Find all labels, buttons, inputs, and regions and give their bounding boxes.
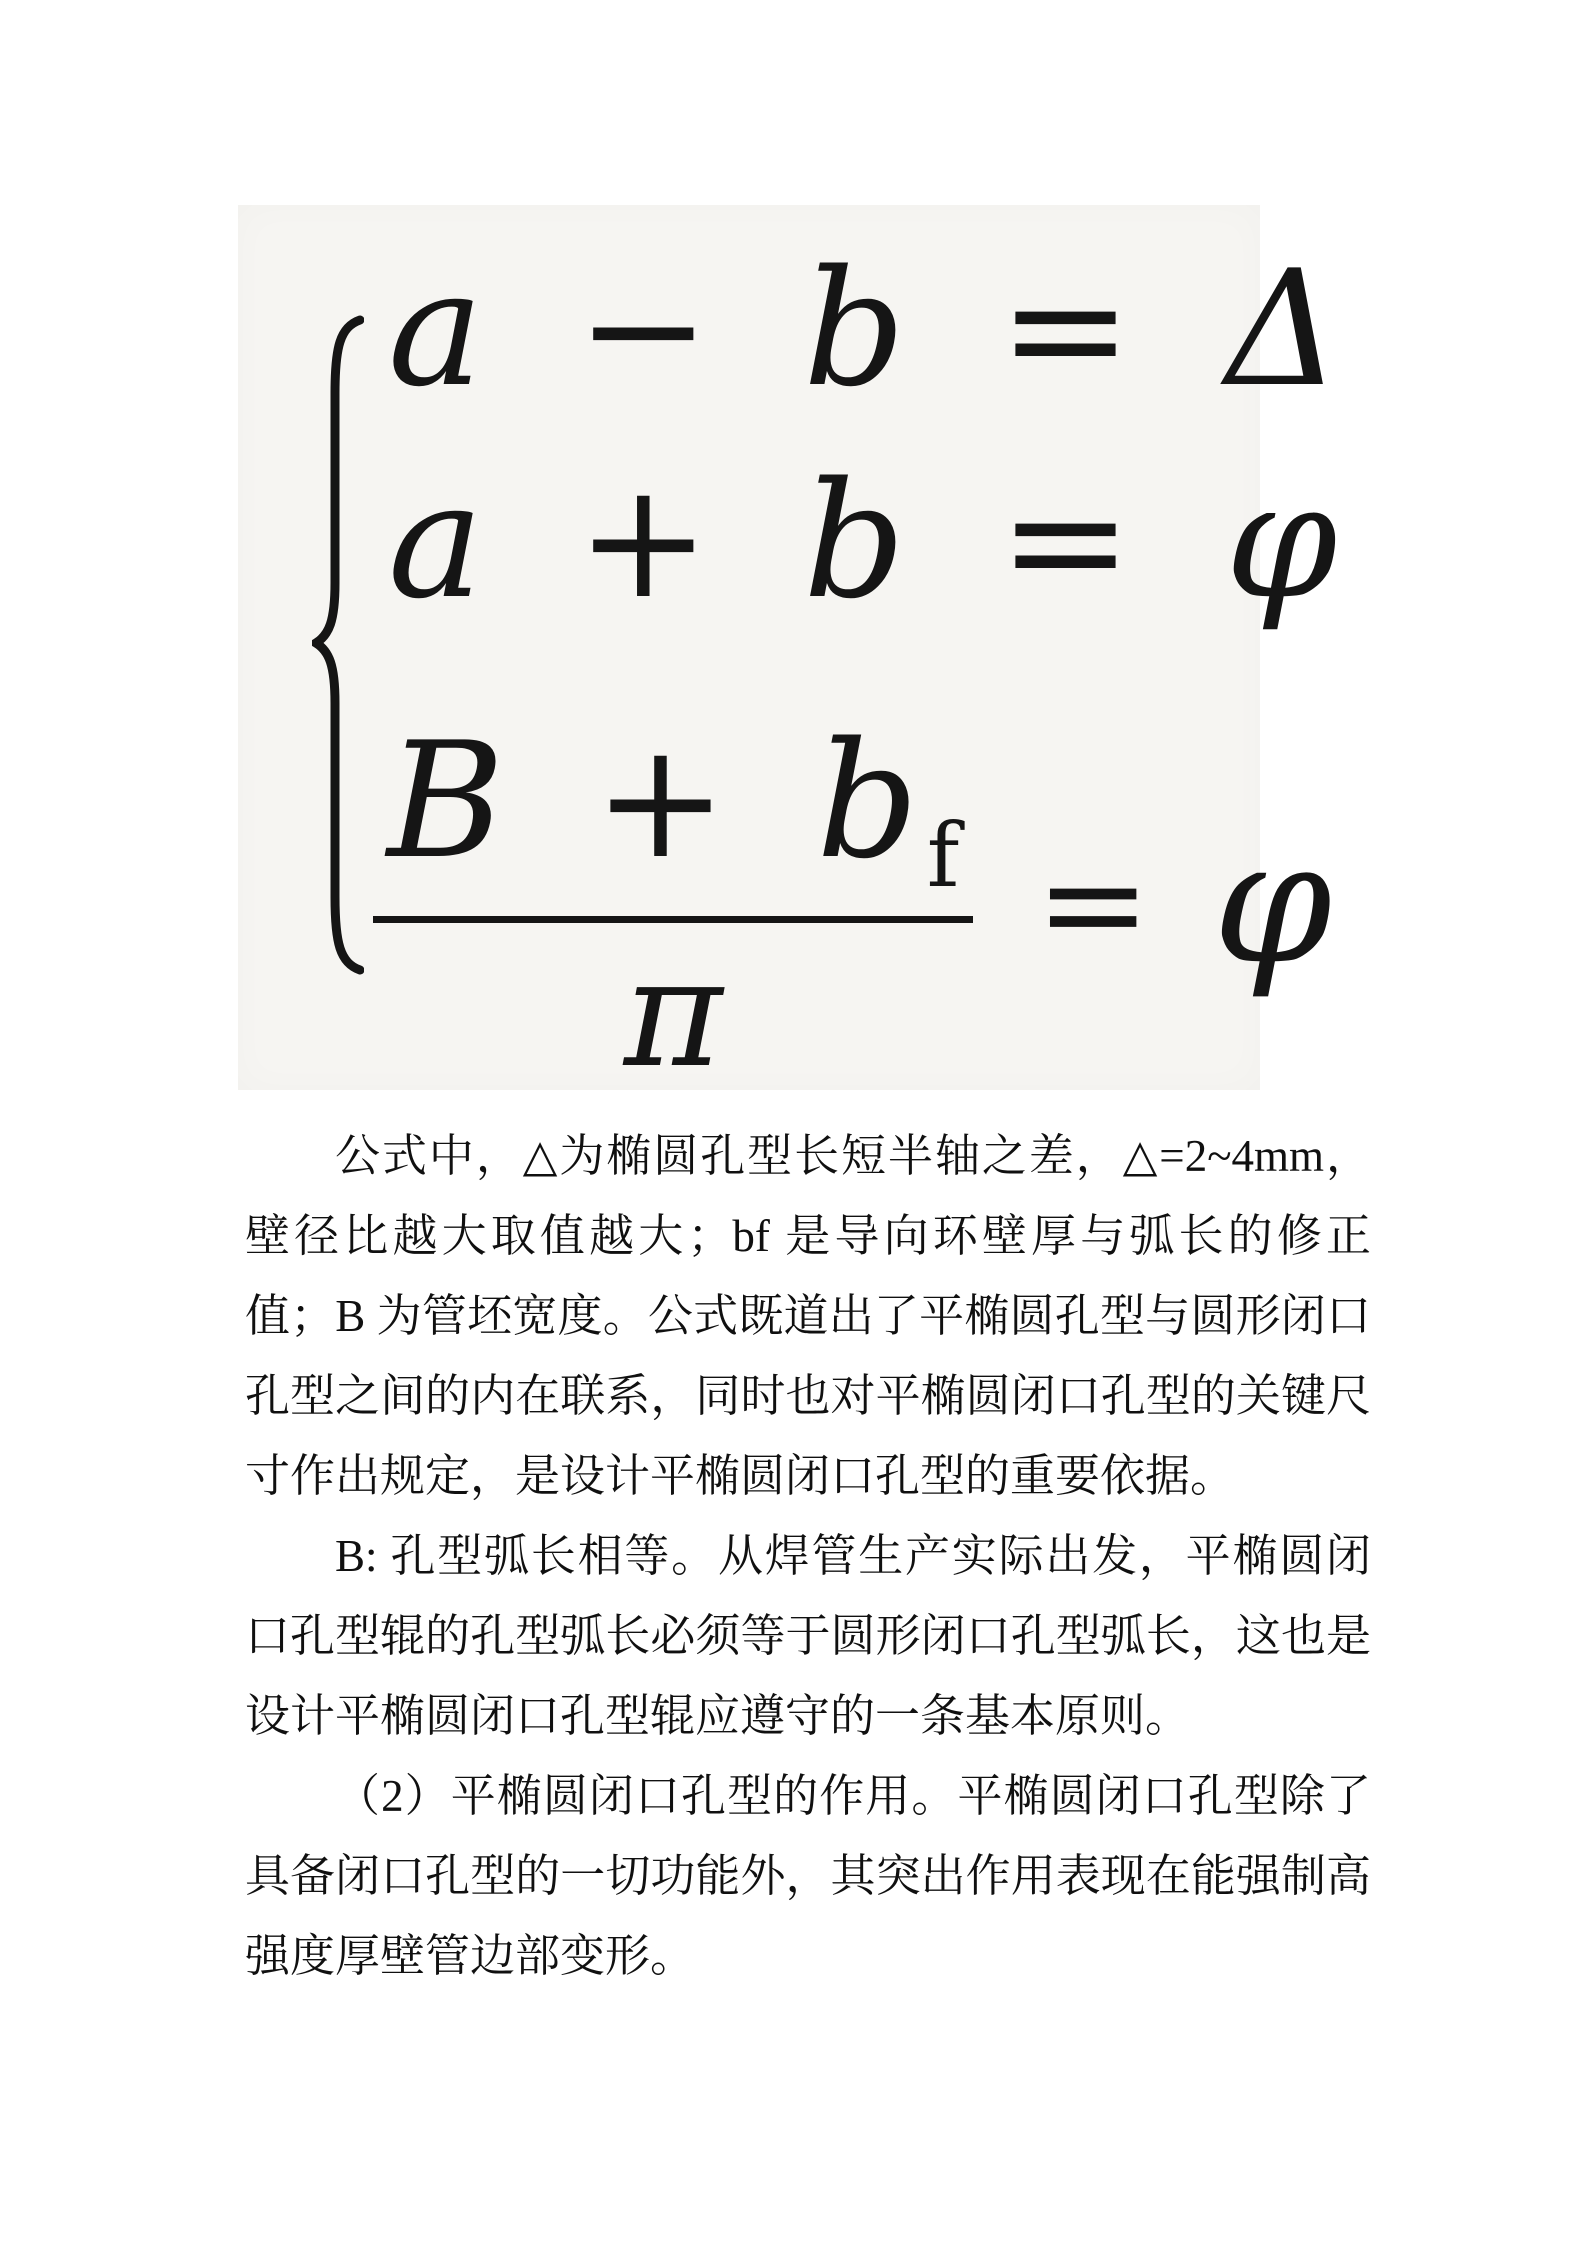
numerator-subscript: f bbox=[926, 804, 960, 907]
equation-2: a + b = φ bbox=[388, 447, 1338, 634]
formula-figure bbox=[238, 205, 1341, 1102]
paragraph-formula-explanation: 公式中，△为椭圆孔型长短半轴之差，△=2~4mm，壁径比越大取值越大；bf 是导向环壁厚与弧长的修正值；B 为管坯宽度。公式既道出了平椭圆孔型与圆形闭口孔型之间的内在联系，同时也对平椭圆闭口孔型的关键尺寸作出规定，是设计平椭圆闭口孔型的重要依据。 bbox=[245, 1131, 1371, 1501]
paragraph-arc-length-rule: B: 孔型弧长相等。从焊管生产实际出发，平椭圆闭口孔型辊的孔型弧长必须等于圆形闭口孔型弧长，这也是设计平椭圆闭口孔型辊应遵守的一条基本原则。 bbox=[245, 1531, 1371, 1741]
curly-brace-icon bbox=[312, 315, 364, 975]
fraction-numerator bbox=[373, 707, 973, 923]
body-text bbox=[245, 1116, 1371, 1996]
fraction-denominator: π bbox=[623, 927, 723, 1102]
fraction bbox=[373, 707, 973, 1102]
equation-3 bbox=[373, 707, 1333, 1102]
equation-1: a − b = Δ bbox=[388, 235, 1341, 422]
equation-3-equals: = bbox=[1035, 822, 1151, 984]
numerator-main: B + b bbox=[387, 707, 919, 894]
paragraph-pass-function: （2）平椭圆闭口孔型的作用。平椭圆闭口孔型除了具备闭口孔型的一切功能外，其突出作用表现在能强制高强度厚壁管边部变形。 bbox=[245, 1771, 1371, 1981]
equation-3-result: φ bbox=[1213, 804, 1333, 1003]
